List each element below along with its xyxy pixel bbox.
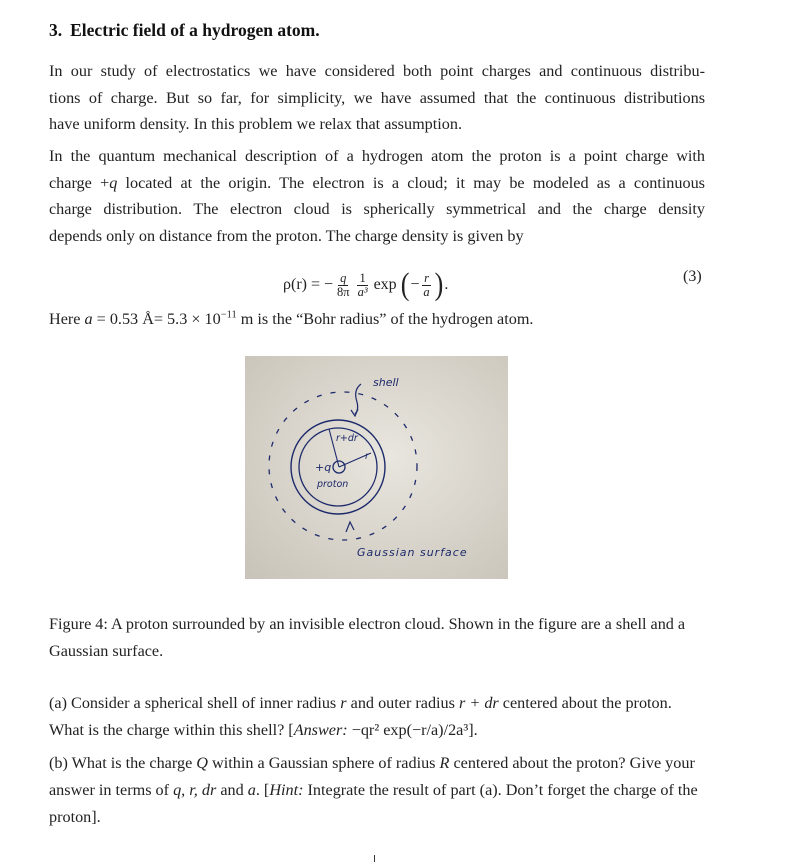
hint-label: Hint: (269, 781, 304, 799)
answer-label: Answer: (293, 721, 348, 739)
charge-density-equation: ρ(r) = − $\frac{q}{8\pi}$ $\frac{1}{\text{a³}}$ exp ( − $\frac{r}{a}$ ) . (283, 267, 449, 302)
equation-number: (3) (683, 268, 702, 285)
exp-function: exp (373, 276, 397, 293)
fraction-q-over-8pi: $\frac{q}{8\pi}$ (337, 270, 350, 299)
part-a: (a) Consider a spherical shell of inner radius r and outer radius r + dr centered about the proton. What is the charge within this shell? [Answer: −qr² exp(−r/a)/2a³]. (49, 694, 672, 739)
part-a-label: (a) (49, 694, 67, 712)
fraction-r-over-a: $\frac{r}{a}$ (423, 270, 430, 299)
answer-expression: −qr² exp(−r/a)/2a³ (347, 721, 469, 739)
q-label: +q (315, 461, 332, 474)
problem-heading (49, 20, 320, 41)
hint-text: Integrate the result of part (a). Don’t forget the charge of the proton (49, 781, 698, 826)
part-b-label: (b) (49, 754, 68, 772)
quantum-line: charge distribution. The electron cloud is spherically symmetrical and the charge density (49, 200, 705, 218)
fraction-1-over-a3: $\frac{1}{\text{a³}}$ (357, 270, 368, 299)
quantum-paragraph (49, 143, 705, 249)
figure-photo (245, 356, 508, 579)
intro-line: have uniform density. In this problem we relax that assumption. (49, 115, 462, 133)
problem-title: Electric field of a hydrogen atom. (70, 20, 320, 40)
quantum-line: depends only on distance from the proton. The charge density is given by (49, 226, 524, 245)
intro-line: In our study of electrostatics we have considered both point charges and continuous distribu- (49, 62, 705, 80)
page-edge-mark (374, 855, 375, 862)
r-plus-dr-label: r+dr (336, 433, 358, 444)
hand-drawn-diagram (245, 356, 508, 579)
problem-number: 3. (49, 20, 63, 40)
bohr-radius-line: Here a = 0.53 Å= $5.3 \times 10^{-11}$ m is the “Bohr radius” of the hydrogen atom. (49, 309, 534, 328)
figure-caption: Figure 4: A proton surrounded by an invisible electron cloud. Shown in the figure are a shell and a Gaussian surface. (49, 615, 686, 660)
gaussian-label: Gaussian surface (357, 546, 468, 559)
intro-line: tions of charge. But so far, for simplicity, we have assumed that the continuous distributions (49, 88, 705, 107)
quantum-line: charge +q located at the origin. The electron is a cloud; it may be modeled as a continuous (49, 173, 705, 192)
r-label: r (365, 451, 369, 462)
quantum-line: In the quantum mechanical description of a hydrogen atom the proton is a point charge with (49, 147, 705, 165)
intro-paragraph (49, 58, 705, 138)
part-b: (b) What is the charge Q within a Gaussian sphere of radius R centered about the proton? Give your answer in terms of q, r, dr and a. [Hint: Integrate the result of part (a). Don’t forget the charge of the proton]. (49, 754, 698, 826)
shell-label: shell (373, 376, 399, 389)
proton-label: proton (317, 479, 349, 490)
equation-lhs: ρ(r) = − (283, 276, 334, 293)
